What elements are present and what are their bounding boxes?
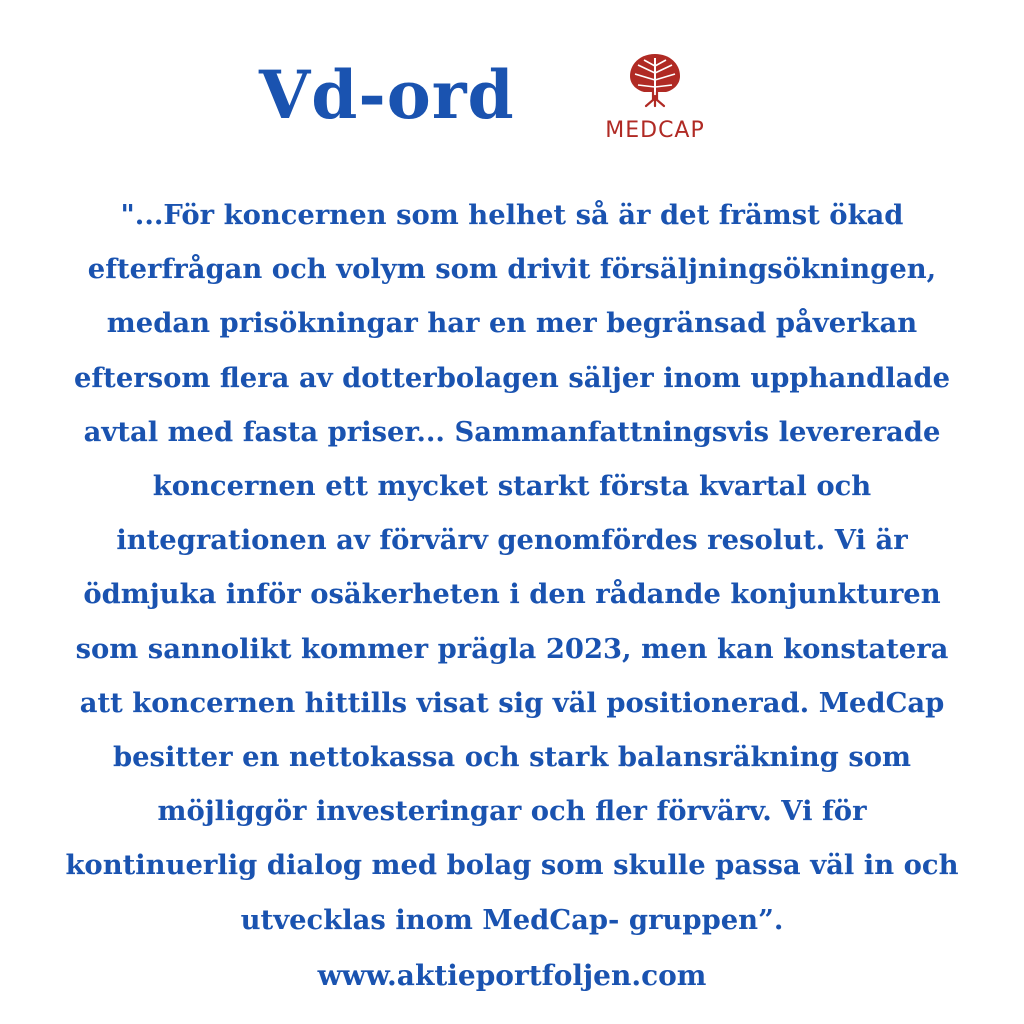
footer-website-url: www.aktieportfoljen.com [317,959,707,992]
quote-line: avtal med fasta priser... Sammanfattningsvis levererade [83,415,941,448]
quote-line: kontinuerlig dialog med bolag som skulle passa väl in och [65,849,959,882]
quote-line: besitter en nettokassa och stark balansräkning som [112,741,912,774]
quote-line: att koncernen hittills visat sig väl positionerad. MedCap [79,686,945,719]
quote-line: "...För koncernen som helhet så är det främst ökad [120,199,904,231]
medcap-logo [590,52,720,148]
quote-line: medan prisökningar har en mer begränsad påverkan [106,307,918,340]
quote-line: möjliggör investeringar och fler förvärv. Vi för [157,795,867,828]
quote-line: integrationen av förvärv genomfördes resolut. Vi är [116,524,908,557]
tree-icon [622,52,688,108]
quote-line: ödmjuka inför osäkerheten i den rådande konjunkturen [83,578,941,611]
quote-line: eftersom flera av dotterbolagen säljer inom upphandlade [73,361,951,394]
ceo-quote [20,188,1004,947]
quote-line: som sannolikt kommer prägla 2023, men kan konstatera [75,632,949,665]
page-title: Vd-ord [259,56,515,134]
quote-line: koncernen ett mycket starkt första kvartal och [152,470,872,503]
logo-wordmark: MEDCAP [605,118,705,143]
quote-line: efterfrågan och volym som drivit försäljningsökningen, [87,253,937,286]
quote-line: utvecklas inom MedCap- gruppen”. [240,903,784,936]
